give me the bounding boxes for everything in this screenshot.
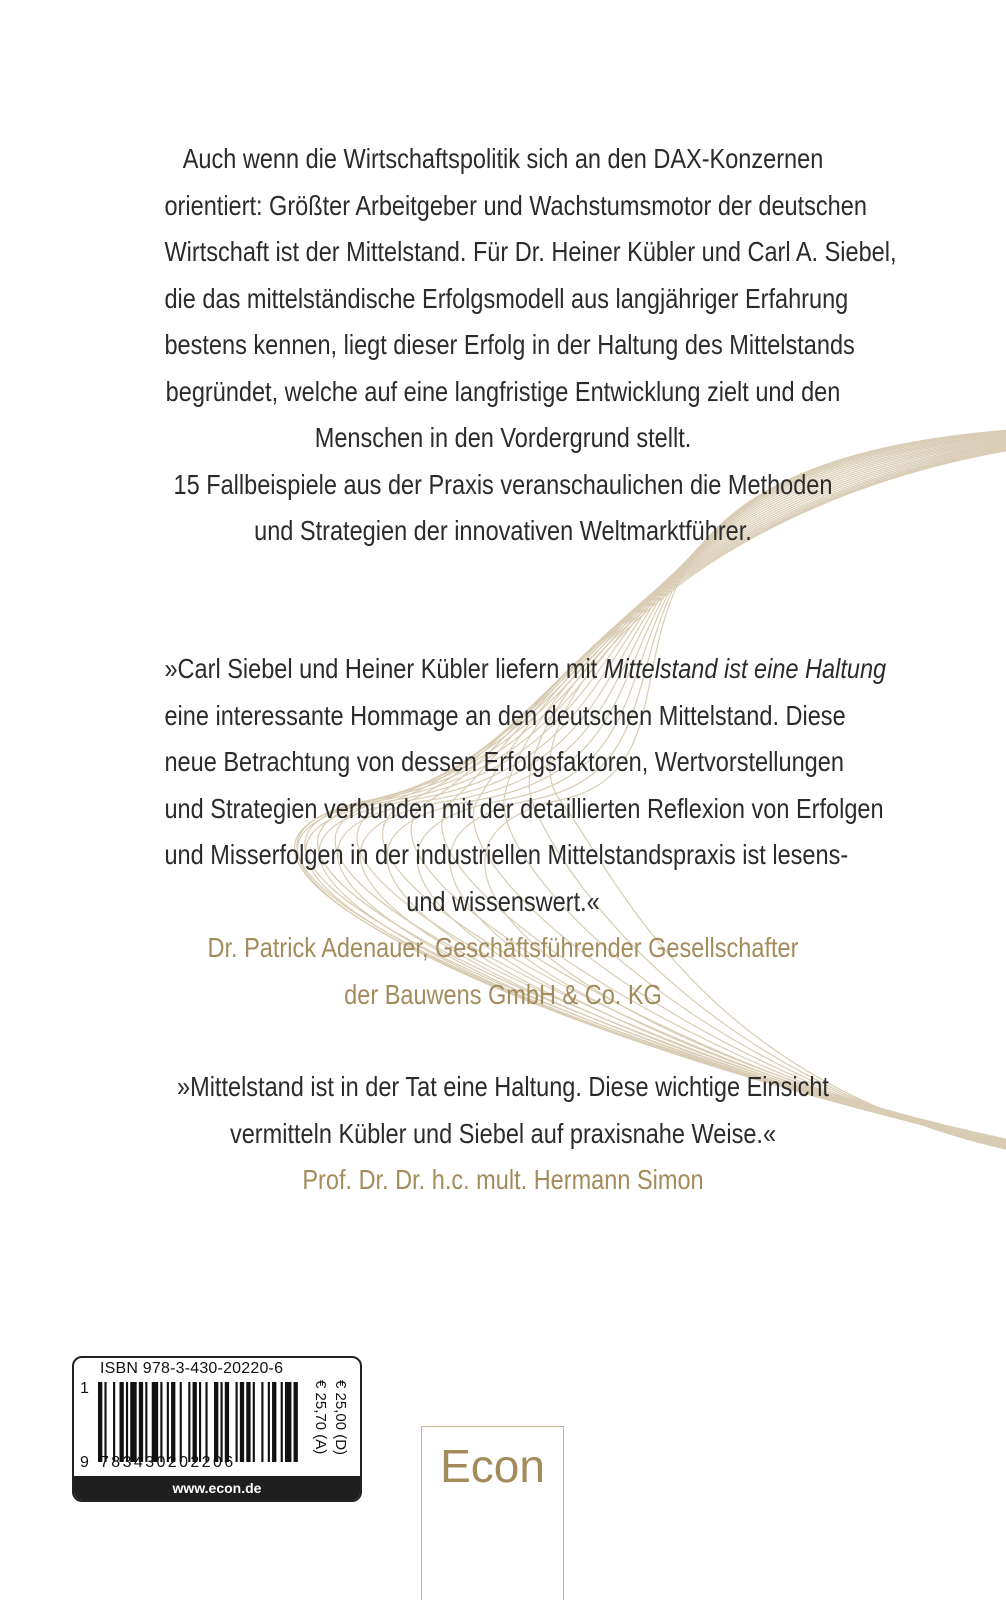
barcode-bar [294, 1382, 298, 1462]
barcode-bar [139, 1382, 143, 1462]
barcode-bar [167, 1382, 169, 1462]
quote-line: »Mittelstand ist in der Tat eine Haltung. Diese wichtige Einsicht [177, 1071, 829, 1102]
barcode-bar [145, 1382, 147, 1462]
barcode-bar [104, 1382, 106, 1462]
barcode-bar [193, 1382, 197, 1462]
barcode-bar [113, 1382, 115, 1462]
barcode-bar [261, 1382, 263, 1462]
quote-line: neue Betrachtung von dessen Erfolgsfaktoren, Wertvorstellungen [164, 746, 844, 777]
book-title: Mittelstand ist eine Haltung [603, 653, 887, 684]
barcode-lead-digit-top: 1 [80, 1380, 89, 1397]
blurb-line: und Strategien der innovativen Weltmarktführer. [254, 515, 752, 546]
blurb-line: Menschen in den Vordergrund stellt. [314, 422, 692, 453]
barcode-bar [171, 1382, 175, 1462]
quote-line: vermitteln Kübler und Siebel auf praxisnahe Weise.« [229, 1117, 777, 1149]
barcode-bar [225, 1382, 229, 1462]
barcode-bar [199, 1382, 201, 1462]
price-block [305, 1380, 351, 1470]
price-austria: € 25,70 (A) [312, 1380, 329, 1455]
barcode-lead-digit-bottom: 9 [80, 1454, 89, 1471]
barcode-bar [188, 1382, 190, 1462]
barcode-digits: 783430202206 [100, 1454, 236, 1471]
barcode-bar [272, 1382, 276, 1462]
quote-line: und Misserfolgen in der industriellen Mittelstandspraxis ist lesens- [164, 839, 849, 870]
barcode-bar [160, 1382, 162, 1462]
book-blurb [164, 136, 897, 555]
barcode-bar [152, 1382, 158, 1462]
barcode-bar [220, 1382, 222, 1462]
quote-attribution: Dr. Patrick Adenauer, Geschäftsführender Gesellschafter [207, 932, 799, 963]
barcode-label [72, 1356, 362, 1502]
blurb-line: die das mittelständische Erfolgsmodell aus langjähriger Erfahrung [164, 282, 849, 314]
barcode-bar [180, 1382, 182, 1462]
quote-first-line [164, 646, 887, 693]
barcode-bars [98, 1382, 300, 1462]
publisher-logo [421, 1426, 564, 1600]
blurb-line: begründet, welche auf eine langfristige Entwicklung zielt und den [165, 375, 841, 407]
barcode-bar [205, 1382, 207, 1462]
quote-line: eine interessante Hommage an den deutschen Mittelstand. Diese [164, 699, 846, 731]
barcode-bar [130, 1382, 136, 1462]
barcode-bar [240, 1382, 244, 1462]
barcode-bar [126, 1382, 128, 1462]
barcode-bar [119, 1382, 123, 1462]
barcode-bar [268, 1382, 270, 1462]
publisher-name: Econ [440, 1440, 545, 1492]
barcode-bar [285, 1382, 291, 1462]
publisher-url: www.econ.de [74, 1476, 360, 1500]
blurb-line: 15 Fallbeispiele aus der Praxis veranschaulichen die Methoden [173, 468, 833, 500]
quote-lead: »Carl Siebel und Heiner Kübler liefern mit [164, 653, 604, 684]
review-quote-simon [164, 1064, 841, 1204]
quote-line: und Strategien verbunden mit der detaillierten Reflexion von Erfolgen [164, 792, 884, 824]
barcode-bar [246, 1382, 250, 1462]
review-quote-adenauer [164, 646, 887, 1018]
barcode-bar [214, 1382, 218, 1462]
price-germany: € 25,00 (D) [332, 1380, 349, 1456]
barcode-bar [236, 1382, 238, 1462]
barcode-bar [281, 1382, 283, 1462]
blurb-line: Auch wenn die Wirtschaftspolitik sich an den DAX-Konzernen [182, 143, 824, 174]
blurb-line: Wirtschaft ist der Mittelstand. Für Dr. Heiner Kübler und Carl A. Siebel, [164, 236, 897, 267]
barcode-bar [98, 1382, 102, 1462]
blurb-line: orientiert: Größter Arbeitgeber und Wachstumsmotor der deutschen [164, 189, 867, 221]
quote-attribution: Prof. Dr. Dr. h.c. mult. Hermann Simon [302, 1164, 704, 1195]
blurb-line: bestens kennen, liegt dieser Erfolg in der Haltung des Mittelstands [164, 329, 855, 360]
quote-attribution: der Bauwens GmbH & Co. KG [344, 978, 662, 1010]
isbn-number: ISBN 978-3-430-20220-6 [100, 1360, 284, 1377]
quote-line: und wissenswert.« [406, 885, 600, 917]
barcode-bar [253, 1382, 255, 1462]
